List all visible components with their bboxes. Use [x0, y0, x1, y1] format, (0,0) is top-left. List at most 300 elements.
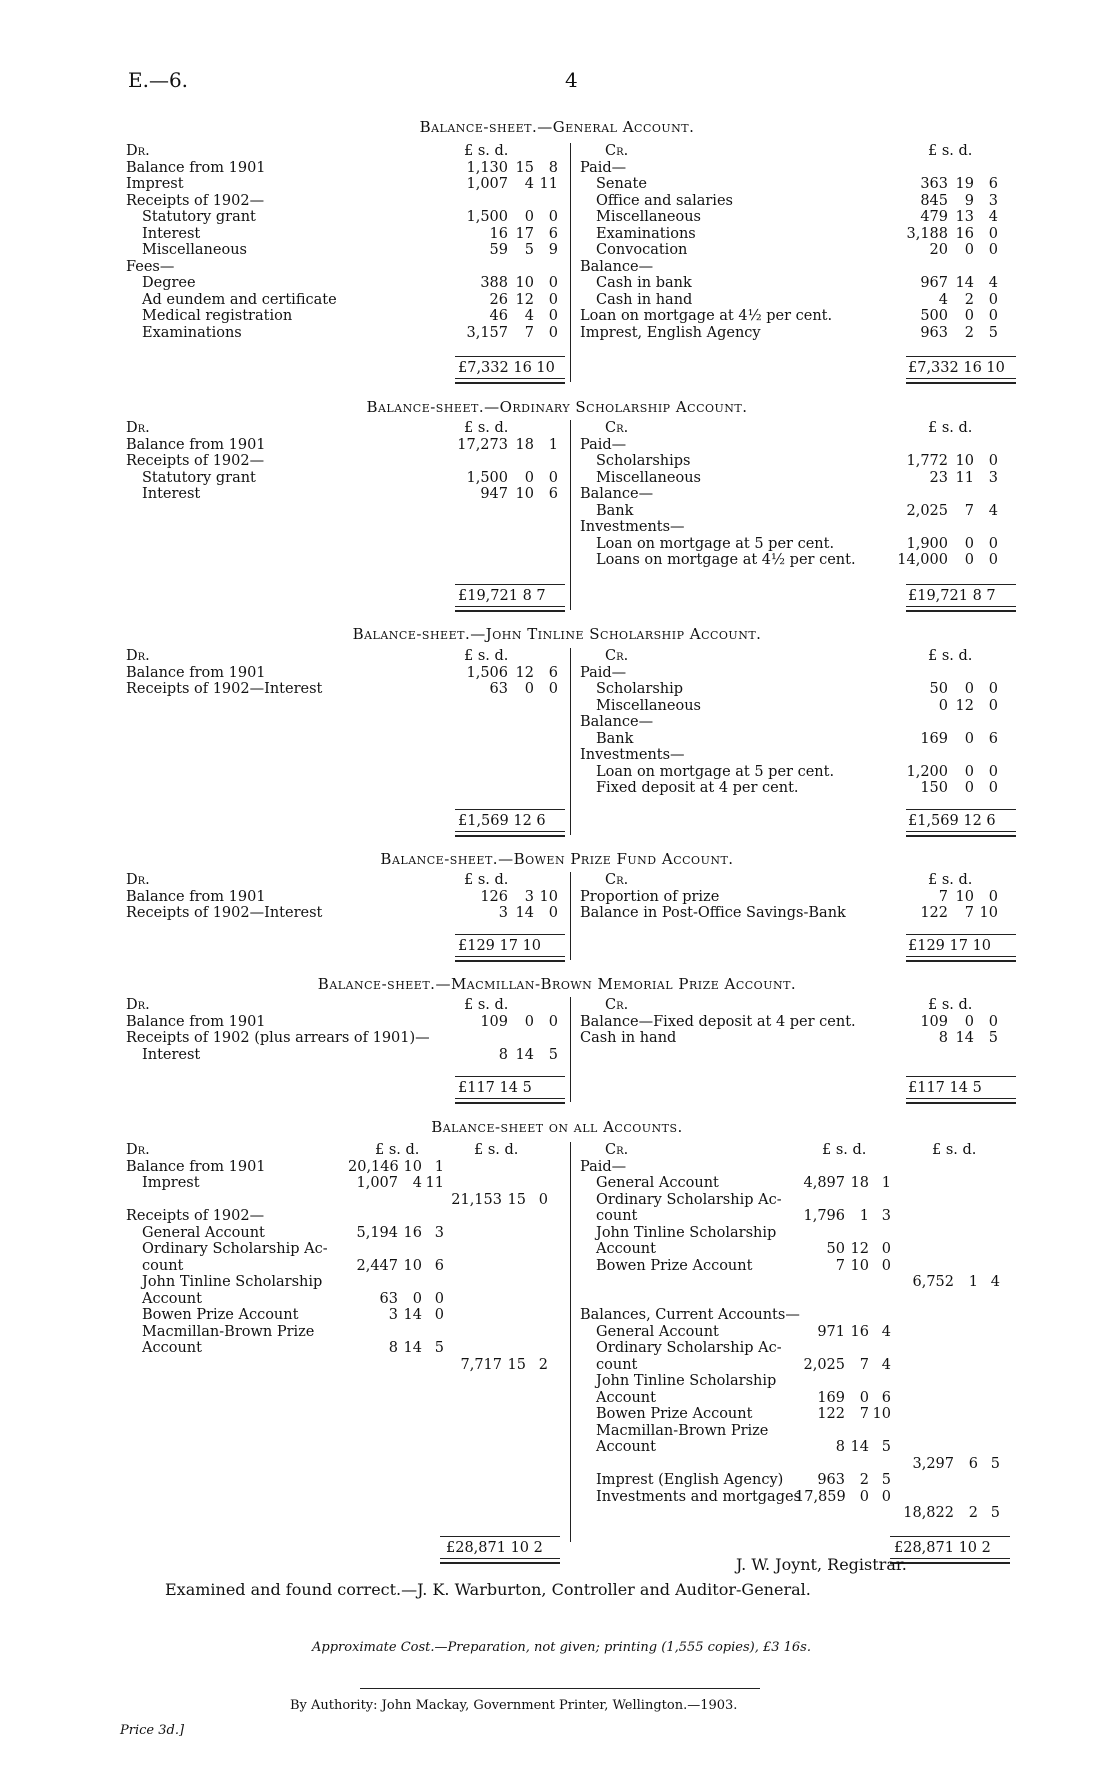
macmillan-dr-pounds: 109 [480, 1013, 508, 1030]
all-cr-pounds: 971 [817, 1323, 845, 1340]
all-cr-pounds: 7 [835, 1257, 845, 1274]
all-cr-label: Account [596, 1241, 656, 1257]
all-cr-label: Macmillan-Brown Prize [596, 1422, 769, 1439]
all-dr-shillings: 4 [412, 1175, 422, 1191]
ordinary-dr-label: Dr. [126, 420, 150, 436]
ordinary-dr-pence: 1 [548, 436, 558, 453]
tinline-cr-rule [906, 809, 1016, 810]
all-cr-shillings: 0 [859, 1488, 869, 1505]
all-dr-label: John Tinline Scholarship [142, 1274, 323, 1290]
general-cr-rule [906, 356, 1016, 357]
all-cr-head1: £ s. d. [822, 1142, 867, 1158]
bowen-cr-shillings: 10 [955, 888, 974, 905]
all-dr-label: Imprest [142, 1175, 200, 1191]
macmillan-cr-label: Cash in hand [580, 1030, 677, 1046]
general-cr-label: Senate [596, 176, 647, 192]
general-dr-label: Medical registration [142, 308, 293, 324]
all-cr-pounds: 1,796 [803, 1208, 845, 1224]
all-cr-shillings: 7 [859, 1406, 869, 1422]
rule [360, 1688, 760, 1689]
ordinary-dr-label: Balance from 1901 [126, 436, 266, 453]
tinline-cr-shillings: 0 [964, 780, 974, 796]
ordinary-title: Balance-sheet.—Ordinary Scholarship Account. [366, 398, 748, 416]
general-dr-label: Examinations [142, 324, 242, 341]
tinline-cr-label: Cr. [605, 648, 629, 664]
general-cr-pounds: 479 [920, 209, 948, 225]
bowen-dr-pounds: 126 [480, 888, 508, 905]
macmillan-dr-pence: 0 [548, 1013, 558, 1030]
tinline-dr-pence: 6 [548, 664, 558, 681]
general-cr-pence: 0 [988, 242, 998, 258]
general-cr-label: Balance— [580, 258, 654, 275]
all-dr-pence: 0 [434, 1290, 444, 1307]
all-cr-pence: 4 [881, 1356, 891, 1373]
general-dr-pence: 11 [539, 176, 558, 192]
tinline-cr-label: Bank [596, 730, 634, 747]
general-dr-head: £ s. d. [464, 143, 509, 159]
macmillan-dr-rule [455, 1076, 565, 1077]
all-cr-label: John Tinline Scholarship [596, 1373, 777, 1389]
all-cr-dbl [890, 1558, 1010, 1564]
all-cr-pounds: 2,025 [803, 1356, 845, 1373]
all-dr-pence: 0 [434, 1307, 444, 1323]
general-cr-pence: 3 [988, 192, 998, 209]
bowen-cr-total: £129 17 10 [908, 938, 992, 954]
macmillan-cr-pence: 5 [988, 1030, 998, 1046]
all-dr-pence: 3 [434, 1224, 444, 1241]
all-dr-pounds: 5,194 [356, 1224, 398, 1241]
general-cr-label: Paid— [580, 159, 627, 176]
all-dr-head1: £ s. d. [375, 1142, 420, 1158]
tinline-dr-dbl [455, 831, 565, 837]
macmillan-divider [570, 997, 571, 1102]
all-cr-pence: 10 [872, 1406, 891, 1422]
tinline-cr-label: Balance— [580, 714, 654, 730]
bowen-cr-label: Cr. [605, 872, 629, 888]
general-dr-shillings: 4 [524, 176, 534, 192]
bowen-dr-pounds: 3 [498, 905, 508, 921]
tinline-cr-dbl [906, 831, 1016, 837]
all-cr-pence: 3 [881, 1208, 891, 1224]
macmillan-cr-shillings: 0 [964, 1013, 974, 1030]
authority-line: By Authority: John Mackay, Government Printer, Wellington.—1903. [290, 1698, 738, 1713]
general-dr-label: Ad eundem and certificate [142, 291, 337, 308]
ordinary-cr-label: Investments— [580, 519, 685, 535]
all-cr-pence: 4 [881, 1323, 891, 1340]
macmillan-dr-shillings: 0 [524, 1013, 534, 1030]
general-dr-pounds: 388 [480, 275, 508, 291]
bowen-cr-dbl [906, 956, 1016, 962]
all-cr-shillings2: 1 [968, 1274, 978, 1290]
bowen-dr-total: £129 17 10 [458, 938, 542, 954]
macmillan-dr-label: Receipts of 1902 (plus arrears of 1901)— [126, 1030, 430, 1046]
bowen-cr-rule [906, 934, 1016, 935]
ordinary-cr-shillings: 11 [955, 469, 974, 486]
general-dr-label: Statutory grant [142, 209, 256, 225]
all-dr-label: Ordinary Scholarship Ac- [142, 1241, 328, 1257]
ordinary-cr-label: Scholarships [596, 453, 691, 469]
tinline-dr-head: £ s. d. [464, 648, 509, 664]
ordinary-divider [570, 420, 571, 610]
bowen-dr-label: Balance from 1901 [126, 888, 266, 905]
all-dr-shillings2: 15 [507, 1191, 526, 1208]
tinline-dr-shillings: 12 [515, 664, 534, 681]
all-dr-shillings2: 15 [507, 1356, 526, 1373]
general-dr-pounds: 46 [489, 308, 508, 324]
bowen-dr-pence: 10 [539, 888, 558, 905]
tinline-dr-total: £1,569 12 6 [458, 813, 546, 829]
all-cr-label: Cr. [605, 1142, 629, 1158]
bowen-divider [570, 872, 571, 960]
macmillan-cr-pence: 0 [988, 1013, 998, 1030]
all-cr-label: Account [596, 1389, 656, 1406]
bowen-title: Balance-sheet.—Bowen Prize Fund Account. [380, 850, 734, 868]
all-cr-label: Imprest (English Agency) [596, 1472, 784, 1488]
all-dr-pence: 6 [434, 1257, 444, 1274]
tinline-dr-pounds: 1,506 [466, 664, 508, 681]
tinline-cr-shillings: 12 [955, 697, 974, 714]
general-cr-pence: 0 [988, 291, 998, 308]
general-cr-label: Convocation [596, 242, 688, 258]
bowen-cr-pence: 10 [979, 905, 998, 921]
macmillan-title: Balance-sheet.—Macmillan-Brown Memorial Prize Account. [317, 975, 797, 993]
bowen-cr-pounds: 7 [938, 888, 948, 905]
all-cr-label: Balances, Current Accounts— [580, 1307, 800, 1323]
all-dr-pounds: 8 [388, 1340, 398, 1356]
general-dr-label: Fees— [126, 258, 175, 275]
general-cr-pounds: 3,188 [906, 225, 948, 242]
all-cr-pounds: 122 [817, 1406, 845, 1422]
all-cr-head2: £ s. d. [932, 1142, 977, 1158]
page-number: 4 [565, 68, 578, 92]
general-dr-pence: 6 [548, 225, 558, 242]
all-cr-pence: 5 [881, 1472, 891, 1488]
tinline-cr-pounds: 50 [929, 681, 948, 697]
general-dr-shillings: 12 [515, 291, 534, 308]
all-dr-pounds: 3 [388, 1307, 398, 1323]
tinline-cr-pence: 6 [988, 730, 998, 747]
all-cr-shillings: 12 [850, 1241, 869, 1257]
tinline-cr-pounds: 150 [920, 780, 948, 796]
all-dr-label: Receipts of 1902— [126, 1208, 265, 1224]
all-dr-shillings: 0 [412, 1290, 422, 1307]
tinline-cr-pounds: 1,200 [906, 763, 948, 780]
bowen-dr-rule [455, 934, 565, 935]
ordinary-cr-pence: 0 [988, 552, 998, 568]
bowen-cr-label: Proportion of prize [580, 888, 720, 905]
general-cr-shillings: 9 [964, 192, 974, 209]
ordinary-dr-shillings: 10 [515, 486, 534, 502]
macmillan-dr-pounds: 8 [498, 1046, 508, 1063]
macmillan-dr-label: Balance from 1901 [126, 1013, 266, 1030]
general-dr-label: Dr. [126, 143, 150, 159]
ordinary-dr-pence: 6 [548, 486, 558, 502]
tinline-cr-shillings: 0 [964, 763, 974, 780]
all-cr-label: Account [596, 1439, 656, 1455]
general-dr-pounds: 3,157 [466, 324, 508, 341]
tinline-cr-pence: 0 [988, 697, 998, 714]
tinline-dr-shillings: 0 [524, 681, 534, 697]
general-dr-pounds: 26 [489, 291, 508, 308]
ordinary-cr-label: Paid— [580, 436, 627, 453]
all-cr-pounds: 169 [817, 1389, 845, 1406]
ordinary-cr-shillings: 0 [964, 552, 974, 568]
all-dr-label: Macmillan-Brown Prize [142, 1323, 315, 1340]
all-cr-pounds2: 18,822 [903, 1505, 954, 1521]
ordinary-cr-pence: 0 [988, 535, 998, 552]
tinline-cr-pence: 0 [988, 763, 998, 780]
general-cr-pence: 4 [988, 275, 998, 291]
macmillan-dr-total: £117 14 5 [458, 1080, 532, 1096]
all-cr-pence: 0 [881, 1488, 891, 1505]
all-cr-pounds: 963 [817, 1472, 845, 1488]
general-dr-shillings: 15 [515, 159, 534, 176]
general-cr-pounds: 500 [920, 308, 948, 324]
general-divider [570, 143, 571, 382]
all-dr-pence: 11 [425, 1175, 444, 1191]
all-cr-total: £28,871 10 2 [894, 1540, 991, 1556]
all-dr-shillings: 16 [403, 1224, 422, 1241]
macmillan-cr-total: £117 14 5 [908, 1080, 982, 1096]
general-cr-pounds: 967 [920, 275, 948, 291]
general-dr-pence: 9 [548, 242, 558, 258]
tinline-dr-rule [455, 809, 565, 810]
tinline-cr-label: Scholarship [596, 681, 684, 697]
all-cr-label: Bowen Prize Account [596, 1257, 753, 1274]
general-cr-label: Miscellaneous [596, 209, 701, 225]
all-cr-label: General Account [596, 1323, 719, 1340]
all-cr-label: count [596, 1356, 638, 1373]
all-dr-label: Account [142, 1340, 202, 1356]
general-dr-shillings: 5 [524, 242, 534, 258]
ordinary-cr-total: £19,721 8 7 [908, 588, 996, 604]
tinline-cr-total: £1,569 12 6 [908, 813, 996, 829]
general-cr-shillings: 13 [955, 209, 974, 225]
general-dr-shillings: 0 [524, 209, 534, 225]
bowen-dr-label: Receipts of 1902—Interest [126, 905, 323, 921]
general-cr-label: Cash in bank [596, 275, 692, 291]
macmillan-dr-label: Interest [142, 1046, 201, 1063]
ordinary-cr-label: Miscellaneous [596, 469, 701, 486]
ordinary-cr-label: Loans on mortgage at 4½ per cent. [596, 552, 856, 568]
all-dr-dbl [440, 1558, 560, 1564]
general-cr-label: Imprest, English Agency [580, 324, 761, 341]
all-cr-rule [890, 1536, 1010, 1537]
general-cr-pence: 0 [988, 308, 998, 324]
macmillan-dr-label: Dr. [126, 997, 150, 1013]
ordinary-dr-pounds: 947 [480, 486, 508, 502]
ordinary-cr-pounds: 1,772 [906, 453, 948, 469]
bowen-dr-shillings: 3 [524, 888, 534, 905]
bowen-dr-label: Dr. [126, 872, 150, 888]
general-cr-shillings: 0 [964, 308, 974, 324]
general-dr-pence: 8 [548, 159, 558, 176]
all-cr-shillings: 1 [859, 1208, 869, 1224]
ordinary-cr-pence: 0 [988, 453, 998, 469]
all-cr-shillings2: 2 [968, 1505, 978, 1521]
general-cr-pence: 4 [988, 209, 998, 225]
tinline-cr-head: £ s. d. [928, 648, 973, 664]
bowen-dr-shillings: 14 [515, 905, 534, 921]
all-dr-pence: 1 [434, 1158, 444, 1175]
all-dr-shillings: 14 [403, 1340, 422, 1356]
macmillan-cr-pounds: 109 [920, 1013, 948, 1030]
all-cr-shillings: 0 [859, 1389, 869, 1406]
all-cr-shillings: 18 [850, 1175, 869, 1191]
all-cr-pence: 5 [881, 1439, 891, 1455]
general-dr-label: Balance from 1901 [126, 159, 266, 176]
all-cr-shillings: 16 [850, 1323, 869, 1340]
ordinary-dr-dbl [455, 606, 565, 612]
ordinary-dr-pence: 0 [548, 469, 558, 486]
all-dr-total: £28,871 10 2 [446, 1540, 543, 1556]
general-title: Balance-sheet.—General Account. [419, 118, 695, 136]
bowen-cr-label: Balance in Post-Office Savings-Bank [580, 905, 846, 921]
ordinary-cr-shillings: 10 [955, 453, 974, 469]
all-cr-pounds2: 3,297 [912, 1455, 954, 1472]
ordinary-dr-pounds: 1,500 [466, 469, 508, 486]
all-cr-pence: 6 [881, 1389, 891, 1406]
general-cr-shillings: 2 [964, 324, 974, 341]
all-dr-label: Balance from 1901 [126, 1158, 266, 1175]
general-dr-label: Degree [142, 275, 196, 291]
ordinary-cr-dbl [906, 606, 1016, 612]
general-cr-total: £7,332 16 10 [908, 360, 1005, 376]
general-dr-pounds: 16 [489, 225, 508, 242]
tinline-cr-shillings: 0 [964, 730, 974, 747]
tinline-cr-label: Loan on mortgage at 5 per cent. [596, 763, 835, 780]
all-dr-pounds2: 21,153 [451, 1191, 502, 1208]
ordinary-dr-label: Interest [142, 486, 201, 502]
ordinary-cr-pounds: 2,025 [906, 502, 948, 519]
bowen-cr-head: £ s. d. [928, 872, 973, 888]
ordinary-cr-pence: 3 [988, 469, 998, 486]
general-cr-label: Office and salaries [596, 192, 733, 209]
all-cr-label: John Tinline Scholarship [596, 1224, 777, 1241]
signature: J. W. Joynt, Registrar. [736, 1555, 907, 1574]
general-dr-shillings: 10 [515, 275, 534, 291]
all-cr-pounds: 50 [826, 1241, 845, 1257]
all-cr-label: Investments and mortgages [596, 1488, 801, 1505]
all-cr-shillings: 7 [859, 1356, 869, 1373]
all-cr-shillings: 14 [850, 1439, 869, 1455]
tinline-cr-pence: 0 [988, 681, 998, 697]
general-dr-pounds: 1,130 [466, 159, 508, 176]
ordinary-cr-pounds: 14,000 [897, 552, 948, 568]
macmillan-cr-label: Balance—Fixed deposit at 4 per cent. [580, 1013, 856, 1030]
all-cr-label: Paid— [580, 1158, 627, 1175]
tinline-dr-pounds: 63 [489, 681, 508, 697]
tinline-title: Balance-sheet.—John Tinline Scholarship Account. [352, 625, 762, 643]
general-cr-label: Cr. [605, 143, 629, 159]
bowen-cr-shillings: 7 [964, 905, 974, 921]
all-divider [570, 1142, 571, 1542]
general-dr-rule [455, 356, 565, 357]
general-dr-pence: 0 [548, 308, 558, 324]
macmillan-cr-rule [906, 1076, 1016, 1077]
general-cr-pence: 6 [988, 176, 998, 192]
general-cr-pounds: 363 [920, 176, 948, 192]
general-cr-pounds: 4 [938, 291, 948, 308]
all-dr-label: Dr. [126, 1142, 150, 1158]
general-cr-dbl [906, 378, 1016, 384]
all-cr-pence: 0 [881, 1257, 891, 1274]
all-dr-label: General Account [142, 1224, 265, 1241]
tinline-cr-label: Investments— [580, 747, 685, 763]
tinline-cr-label: Miscellaneous [596, 697, 701, 714]
all-dr-pence2: 0 [538, 1191, 548, 1208]
general-dr-pence: 0 [548, 209, 558, 225]
all-cr-label: Ordinary Scholarship Ac- [596, 1340, 782, 1356]
all-dr-shillings: 10 [403, 1257, 422, 1274]
ordinary-dr-label: Statutory grant [142, 469, 256, 486]
general-cr-shillings: 16 [955, 225, 974, 242]
all-title: Balance-sheet on all Accounts. [431, 1118, 683, 1136]
all-cr-pence: 0 [881, 1241, 891, 1257]
ordinary-dr-label: Receipts of 1902— [126, 453, 265, 469]
all-dr-rule [440, 1536, 560, 1537]
ordinary-dr-shillings: 18 [515, 436, 534, 453]
general-cr-pounds: 963 [920, 324, 948, 341]
general-dr-pence: 0 [548, 275, 558, 291]
all-cr-pounds: 17,859 [795, 1488, 846, 1505]
tinline-divider [570, 648, 571, 835]
bowen-dr-head: £ s. d. [464, 872, 509, 888]
all-dr-pounds2: 7,717 [460, 1356, 502, 1373]
macmillan-dr-dbl [455, 1098, 565, 1104]
all-dr-label: count [142, 1257, 184, 1274]
price-note: Price 3d.] [120, 1723, 185, 1738]
ordinary-dr-rule [455, 584, 565, 585]
ordinary-cr-label: Loan on mortgage at 5 per cent. [596, 535, 835, 552]
macmillan-cr-shillings: 14 [955, 1030, 974, 1046]
all-cr-pence2: 5 [990, 1505, 1000, 1521]
general-cr-shillings: 0 [964, 242, 974, 258]
all-cr-pounds: 4,897 [803, 1175, 845, 1191]
general-dr-total: £7,332 16 10 [458, 360, 555, 376]
all-dr-pounds: 20,146 [348, 1158, 399, 1175]
all-dr-pence2: 2 [538, 1356, 548, 1373]
macmillan-dr-pence: 5 [548, 1046, 558, 1063]
bowen-dr-pence: 0 [548, 905, 558, 921]
general-dr-label: Imprest [126, 176, 184, 192]
macmillan-cr-pounds: 8 [938, 1030, 948, 1046]
tinline-dr-pence: 0 [548, 681, 558, 697]
ordinary-cr-head: £ s. d. [928, 420, 973, 436]
all-cr-pence2: 5 [990, 1455, 1000, 1472]
ordinary-dr-pounds: 17,273 [457, 436, 508, 453]
cost-line: Approximate Cost.—Preparation, not given; printing (1,555 copies), £3 16s. [312, 1640, 811, 1655]
general-dr-label: Interest [142, 225, 201, 242]
ordinary-cr-rule [906, 584, 1016, 585]
all-dr-head2: £ s. d. [474, 1142, 519, 1158]
general-dr-pence: 0 [548, 324, 558, 341]
all-cr-label: count [596, 1208, 638, 1224]
general-dr-pounds: 1,007 [466, 176, 508, 192]
all-dr-pounds: 2,447 [356, 1257, 398, 1274]
ordinary-cr-pounds: 23 [929, 469, 948, 486]
general-cr-pounds: 20 [929, 242, 948, 258]
general-cr-label: Examinations [596, 225, 696, 242]
all-cr-pence2: 4 [990, 1274, 1000, 1290]
tinline-cr-label: Paid— [580, 664, 627, 681]
tinline-cr-pounds: 169 [920, 730, 948, 747]
bowen-cr-pounds: 122 [920, 905, 948, 921]
general-cr-head: £ s. d. [928, 143, 973, 159]
general-cr-label: Cash in hand [596, 291, 693, 308]
tinline-dr-label: Receipts of 1902—Interest [126, 681, 323, 697]
ordinary-cr-shillings: 0 [964, 535, 974, 552]
